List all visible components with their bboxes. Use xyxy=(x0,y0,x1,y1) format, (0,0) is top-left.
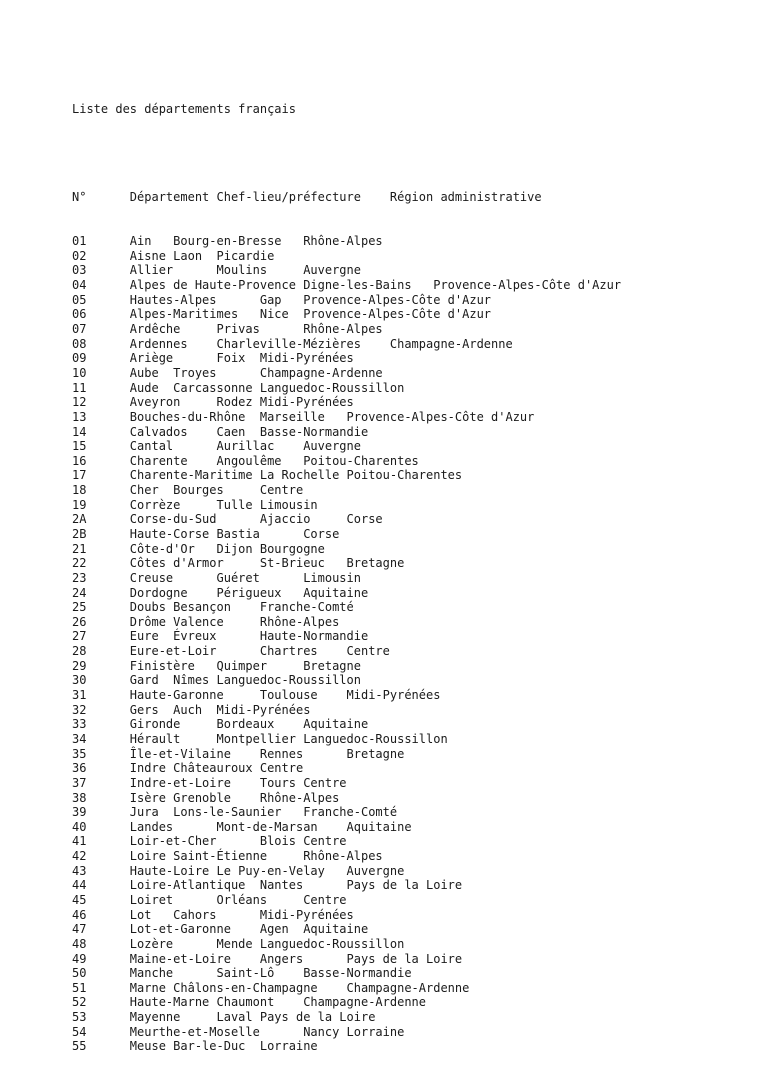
department-row: 54 Meurthe-et-Moselle Nancy Lorraine xyxy=(72,1024,405,1039)
document-text xyxy=(72,73,621,1069)
department-row: 08 Ardennes Charleville-Mézières Champagne-Ardenne xyxy=(72,336,513,351)
department-row: 41 Loir-et-Cher Blois Centre xyxy=(72,834,347,849)
department-row: 18 Cher Bourges Centre xyxy=(72,483,304,498)
department-row: 45 Loiret Orléans Centre xyxy=(72,893,347,907)
department-row: 36 Indre Châteauroux Centre xyxy=(72,761,304,776)
department-row: 09 Ariège Foix Midi-Pyrénées xyxy=(72,351,354,366)
department-row: 26 Drôme Valence Rhône-Alpes xyxy=(72,614,340,629)
department-row: 39 Jura Lons-le-Saunier Franche-Comté xyxy=(72,805,398,820)
department-row: 51 Marne Châlons-en-Champagne Champagne-Ardenne xyxy=(72,980,470,995)
department-row: 47 Lot-et-Garonne Agen Aquitaine xyxy=(72,922,369,937)
department-row: 35 Île-et-Vilaine Rennes Bretagne xyxy=(72,746,405,761)
department-row: 38 Isère Grenoble Rhône-Alpes xyxy=(72,790,340,805)
department-row: 01 Ain Bourg-en-Bresse Rhône-Alpes xyxy=(72,234,383,249)
department-row: 55 Meuse Bar-le-Duc Lorraine xyxy=(72,1039,318,1054)
department-row: 22 Côtes d'Armor St-Brieuc Bretagne xyxy=(72,556,405,571)
department-row: 07 Ardêche Privas Rhône-Alpes xyxy=(72,322,383,337)
department-row: 32 Gers Auch Midi-Pyrénées xyxy=(72,702,311,717)
department-row: 15 Cantal Aurillac Auvergne xyxy=(72,439,361,454)
department-row: 23 Creuse Guéret Limousin xyxy=(72,570,361,585)
department-row: 10 Aube Troyes Champagne-Ardenne xyxy=(72,365,383,380)
department-row: 05 Hautes-Alpes Gap Provence-Alpes-Côte d'Azur xyxy=(72,292,492,307)
department-row: 43 Haute-Loire Le Puy-en-Velay Auvergne xyxy=(72,863,405,878)
department-row: 21 Côte-d'Or Dijon Bourgogne xyxy=(72,541,325,556)
department-row: 53 Mayenne Laval Pays de la Loire xyxy=(72,1010,376,1025)
department-row: 2A Corse-du-Sud Ajaccio Corse xyxy=(72,512,383,527)
department-row: 44 Loire-Atlantique Nantes Pays de la Loire xyxy=(72,878,463,893)
table-header: N° Département Chef-lieu/préfecture Région administrative xyxy=(72,190,542,205)
department-row: 03 Allier Moulins Auvergne xyxy=(72,263,361,278)
department-row: 31 Haute-Garonne Toulouse Midi-Pyrénées xyxy=(72,688,441,703)
department-row: 02 Aisne Laon Picardie xyxy=(72,248,275,263)
department-row: 19 Corrèze Tulle Limousin xyxy=(72,497,318,512)
department-row: 52 Haute-Marne Chaumont Champagne-Ardenne xyxy=(72,995,427,1010)
department-row: 42 Loire Saint-Étienne Rhône-Alpes xyxy=(72,849,383,864)
department-row: 40 Landes Mont-de-Marsan Aquitaine xyxy=(72,819,412,834)
department-list xyxy=(72,234,621,1054)
department-row: 14 Calvados Caen Basse-Normandie xyxy=(72,424,369,439)
department-row: 27 Eure Évreux Haute-Normandie xyxy=(72,629,369,644)
department-row: 06 Alpes-Maritimes Nice Provence-Alpes-Côte d'Azur xyxy=(72,307,492,322)
document-title: Liste des départements français xyxy=(72,102,296,117)
department-row: 49 Maine-et-Loire Angers Pays de la Loire xyxy=(72,951,463,966)
department-row: 29 Finistère Quimper Bretagne xyxy=(72,658,361,673)
department-row: 17 Charente-Maritime La Rochelle Poitou-Charentes xyxy=(72,468,463,483)
department-row: 33 Gironde Bordeaux Aquitaine xyxy=(72,717,369,732)
department-row: 04 Alpes de Haute-Provence Digne-les-Bains Provence-Alpes-Côte d'Azur xyxy=(72,278,622,293)
department-row: 50 Manche Saint-Lô Basse-Normandie xyxy=(72,966,412,981)
department-row: 37 Indre-et-Loire Tours Centre xyxy=(72,775,347,790)
department-row: 13 Bouches-du-Rhône Marseille Provence-Alpes-Côte d'Azur xyxy=(72,409,535,424)
department-row: 2B Haute-Corse Bastia Corse xyxy=(72,526,340,541)
department-row: 25 Doubs Besançon Franche-Comté xyxy=(72,600,354,615)
department-row: 11 Aude Carcassonne Languedoc-Roussillon xyxy=(72,380,405,395)
department-row: 30 Gard Nîmes Languedoc-Roussillon xyxy=(72,673,361,688)
department-row: 12 Aveyron Rodez Midi-Pyrénées xyxy=(72,395,354,410)
department-row: 28 Eure-et-Loir Chartres Centre xyxy=(72,644,390,659)
department-row: 16 Charente Angoulême Poitou-Charentes xyxy=(72,453,419,468)
department-row: 24 Dordogne Périgueux Aquitaine xyxy=(72,585,369,600)
department-row: 46 Lot Cahors Midi-Pyrénées xyxy=(72,907,354,922)
department-row: 34 Hérault Montpellier Languedoc-Roussillon xyxy=(72,731,448,746)
blank-line xyxy=(72,146,621,161)
department-row: 48 Lozère Mende Languedoc-Roussillon xyxy=(72,936,405,951)
